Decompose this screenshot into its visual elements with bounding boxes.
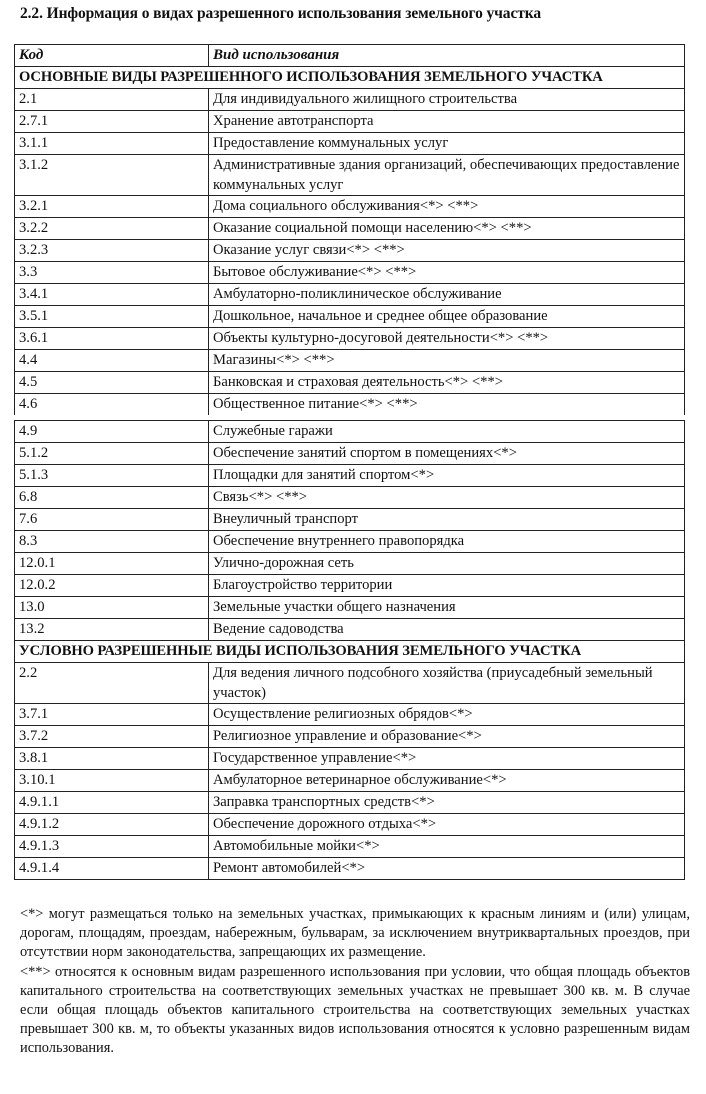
footnotes bbox=[20, 905, 690, 1059]
row-code: 3.1.1 bbox=[15, 133, 209, 155]
table-row bbox=[15, 443, 685, 465]
row-code: 4.4 bbox=[15, 350, 209, 372]
row-use: Для индивидуального жилищного строительства bbox=[209, 89, 685, 111]
table-row bbox=[15, 663, 685, 704]
row-code: 7.6 bbox=[15, 509, 209, 531]
row-use: Обеспечение занятий спортом в помещениях<*> bbox=[209, 443, 685, 465]
row-use: Площадки для занятий спортом<*> bbox=[209, 465, 685, 487]
table-row bbox=[15, 284, 685, 306]
row-use: Дома социального обслуживания<*> <**> bbox=[209, 196, 685, 218]
row-code: 3.2.2 bbox=[15, 218, 209, 240]
table-row bbox=[15, 306, 685, 328]
row-use: Служебные гаражи bbox=[209, 421, 685, 443]
row-code: 4.9 bbox=[15, 421, 209, 443]
row-use: Амбулаторное ветеринарное обслуживание<*> bbox=[209, 770, 685, 792]
table-row bbox=[15, 133, 685, 155]
row-code: 3.5.1 bbox=[15, 306, 209, 328]
table-row bbox=[15, 421, 685, 443]
table-row bbox=[15, 372, 685, 394]
row-use: Для ведения личного подсобного хозяйства (приусадебный земельный участок) bbox=[209, 663, 685, 704]
row-code: 3.3 bbox=[15, 262, 209, 284]
row-code: 8.3 bbox=[15, 531, 209, 553]
row-use: Внеуличный транспорт bbox=[209, 509, 685, 531]
row-code: 4.9.1.3 bbox=[15, 836, 209, 858]
table-row bbox=[15, 350, 685, 372]
row-code: 3.2.3 bbox=[15, 240, 209, 262]
section-heading-text: ОСНОВНЫЕ ВИДЫ РАЗРЕШЕННОГО ИСПОЛЬЗОВАНИЯ ЗЕМЕЛЬНОГО УЧАСТКА bbox=[15, 67, 685, 89]
table-row bbox=[15, 814, 685, 836]
row-code: 4.6 bbox=[15, 394, 209, 416]
row-code: 5.1.3 bbox=[15, 465, 209, 487]
land-use-table-part-2 bbox=[14, 420, 685, 880]
row-code: 2.2 bbox=[15, 663, 209, 704]
table-row bbox=[15, 196, 685, 218]
table-row bbox=[15, 328, 685, 350]
row-code: 4.9.1.4 bbox=[15, 858, 209, 880]
row-code: 12.0.1 bbox=[15, 553, 209, 575]
row-use: Дошкольное, начальное и среднее общее образование bbox=[209, 306, 685, 328]
table-row bbox=[15, 792, 685, 814]
row-code: 4.9.1.2 bbox=[15, 814, 209, 836]
table-row bbox=[15, 575, 685, 597]
row-code: 3.8.1 bbox=[15, 748, 209, 770]
column-header-use: Вид использования bbox=[209, 45, 685, 67]
row-code: 12.0.2 bbox=[15, 575, 209, 597]
row-use: Амбулаторно-поликлиническое обслуживание bbox=[209, 284, 685, 306]
row-code: 3.1.2 bbox=[15, 155, 209, 196]
row-use: Земельные участки общего назначения bbox=[209, 597, 685, 619]
row-use: Оказание услуг связи<*> <**> bbox=[209, 240, 685, 262]
footnote-single-asterisk: <*> могут размещаться только на земельных участках, примыкающих к красным линиям и (или) улицам, дорогам, площадям, проездам, набережным, бульварам, за исключением внутриквартальных проездов, при отсутствии норм законодательства, запрещающих их размещение. bbox=[20, 906, 690, 961]
table-row bbox=[15, 394, 685, 416]
row-code: 3.7.2 bbox=[15, 726, 209, 748]
table-row bbox=[15, 89, 685, 111]
row-use: Общественное питание<*> <**> bbox=[209, 394, 685, 416]
table-header-row bbox=[15, 45, 685, 67]
row-code: 5.1.2 bbox=[15, 443, 209, 465]
row-use: Административные здания организаций, обеспечивающих предоставление коммунальных услуг bbox=[209, 155, 685, 196]
row-code: 2.1 bbox=[15, 89, 209, 111]
row-use: Связь<*> <**> bbox=[209, 487, 685, 509]
table-row bbox=[15, 726, 685, 748]
table-row bbox=[15, 619, 685, 641]
row-code: 13.0 bbox=[15, 597, 209, 619]
row-code: 4.5 bbox=[15, 372, 209, 394]
table-row bbox=[15, 836, 685, 858]
row-use: Объекты культурно-досуговой деятельности<*> <**> bbox=[209, 328, 685, 350]
row-use: Улично-дорожная сеть bbox=[209, 553, 685, 575]
section-title: 2.2. Информация о видах разрешенного использования земельного участка bbox=[20, 5, 541, 22]
land-use-table-part-1 bbox=[14, 44, 685, 415]
row-use: Государственное управление<*> bbox=[209, 748, 685, 770]
row-use: Магазины<*> <**> bbox=[209, 350, 685, 372]
table-row bbox=[15, 858, 685, 880]
row-use: Автомобильные мойки<*> bbox=[209, 836, 685, 858]
section-heading-text: УСЛОВНО РАЗРЕШЕННЫЕ ВИДЫ ИСПОЛЬЗОВАНИЯ ЗЕМЕЛЬНОГО УЧАСТКА bbox=[15, 641, 685, 663]
table-row bbox=[15, 487, 685, 509]
row-code: 3.4.1 bbox=[15, 284, 209, 306]
table-row bbox=[15, 465, 685, 487]
row-code: 3.10.1 bbox=[15, 770, 209, 792]
table-row bbox=[15, 111, 685, 133]
row-code: 2.7.1 bbox=[15, 111, 209, 133]
footnote-double-asterisk: <**> относятся к основным видам разрешенного использования при условии, что общая площадь объектов капитального строительства на соответствующих земельных участках не превышает 300 кв. м. В случае если общая площадь объектов капитального строительства на соответствующих земельных участках превышает 300 кв. м, то объекты указанных видов использования относятся к условно разрешенным видам использования. bbox=[20, 963, 690, 1057]
row-use: Заправка транспортных средств<*> bbox=[209, 792, 685, 814]
section-heading-main bbox=[15, 67, 685, 89]
row-use: Благоустройство территории bbox=[209, 575, 685, 597]
table-row bbox=[15, 597, 685, 619]
row-use: Религиозное управление и образование<*> bbox=[209, 726, 685, 748]
row-use: Ведение садоводства bbox=[209, 619, 685, 641]
row-use: Оказание социальной помощи населению<*> <**> bbox=[209, 218, 685, 240]
table-row bbox=[15, 509, 685, 531]
column-header-code: Код bbox=[15, 45, 209, 67]
table-row bbox=[15, 262, 685, 284]
row-code: 3.6.1 bbox=[15, 328, 209, 350]
row-use: Банковская и страховая деятельность<*> <**> bbox=[209, 372, 685, 394]
table-row bbox=[15, 770, 685, 792]
row-use: Осуществление религиозных обрядов<*> bbox=[209, 704, 685, 726]
table-row bbox=[15, 155, 685, 196]
row-code: 13.2 bbox=[15, 619, 209, 641]
table-row bbox=[15, 553, 685, 575]
row-code: 3.7.1 bbox=[15, 704, 209, 726]
table-row bbox=[15, 748, 685, 770]
table-row bbox=[15, 240, 685, 262]
row-use: Ремонт автомобилей<*> bbox=[209, 858, 685, 880]
table-row bbox=[15, 218, 685, 240]
table-row bbox=[15, 704, 685, 726]
table-row bbox=[15, 531, 685, 553]
row-code: 4.9.1.1 bbox=[15, 792, 209, 814]
row-code: 3.2.1 bbox=[15, 196, 209, 218]
row-use: Предоставление коммунальных услуг bbox=[209, 133, 685, 155]
row-use: Хранение автотранспорта bbox=[209, 111, 685, 133]
row-use: Обеспечение внутреннего правопорядка bbox=[209, 531, 685, 553]
row-code: 6.8 bbox=[15, 487, 209, 509]
row-use: Бытовое обслуживание<*> <**> bbox=[209, 262, 685, 284]
row-use: Обеспечение дорожного отдыха<*> bbox=[209, 814, 685, 836]
section-heading-conditional bbox=[15, 641, 685, 663]
